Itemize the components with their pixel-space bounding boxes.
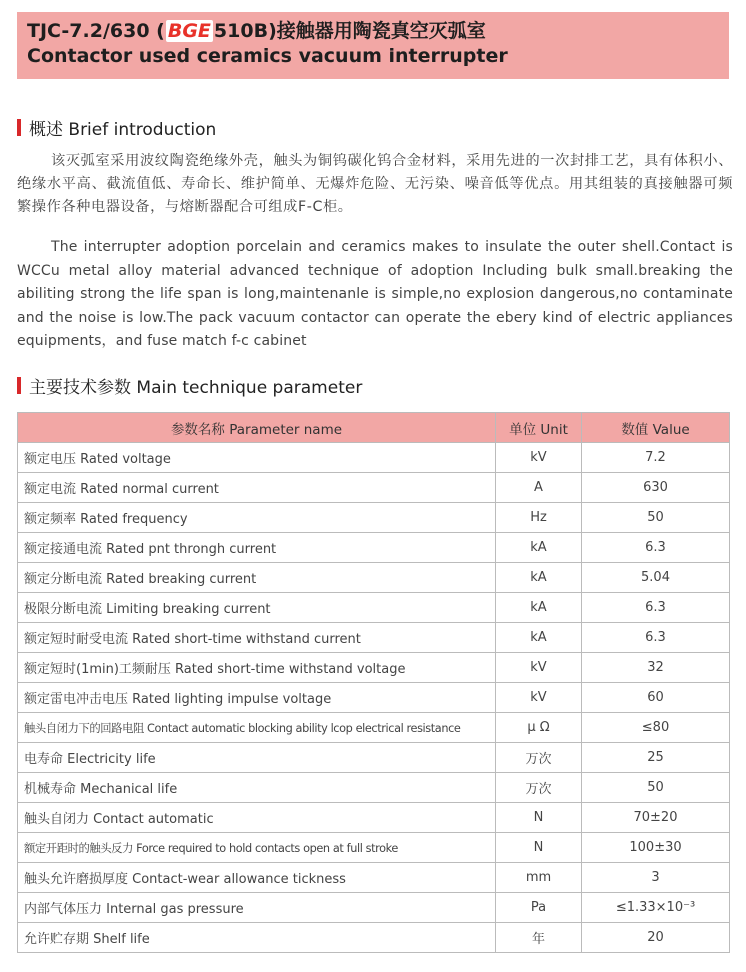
column-header-parameter: 参数名称 Parameter name (18, 413, 496, 443)
param-unit-cell: kA (496, 623, 582, 653)
table-row (18, 833, 730, 863)
page-title (27, 18, 729, 44)
column-header-value: 数值 Value (582, 413, 730, 443)
param-unit-cell: kA (496, 533, 582, 563)
param-unit-cell: mm (496, 863, 582, 893)
table-row (18, 503, 730, 533)
param-name-cell: 额定雷电冲击电压 Rated lighting impulse voltage (18, 683, 496, 713)
section-marker-icon (17, 119, 21, 136)
parameter-table (17, 412, 730, 953)
table-body (18, 443, 730, 953)
param-name-cell: 触头自闭力 Contact automatic (18, 803, 496, 833)
intro-heading-text: 概述 Brief introduction (29, 120, 217, 140)
param-value-cell: ≤1.33×10⁻³ (582, 893, 730, 923)
param-value-cell: 7.2 (582, 443, 730, 473)
param-value-cell: 70±20 (582, 803, 730, 833)
param-unit-cell: N (496, 803, 582, 833)
param-unit-cell: A (496, 473, 582, 503)
param-value-cell: 50 (582, 773, 730, 803)
param-value-cell: 5.04 (582, 563, 730, 593)
param-name-cell: 额定接通电流 Rated pnt throngh current (18, 533, 496, 563)
param-name-cell: 额定分断电流 Rated breaking current (18, 563, 496, 593)
table-row (18, 533, 730, 563)
param-name-cell: 额定短时耐受电流 Rated short-time withstand current (18, 623, 496, 653)
param-name-cell: 电寿命 Electricity life (18, 743, 496, 773)
table-row (18, 773, 730, 803)
param-unit-cell: kV (496, 683, 582, 713)
param-value-cell: 100±30 (582, 833, 730, 863)
param-value-cell: ≤80 (582, 713, 730, 743)
intro-english-paragraph: The interrupter adoption porcelain and ceramics makes to insulate the outer shell.Contact is WCCu metal alloy material advanced technique of adoption Including bulk small.breaking the abiliting strong the life span is long,maintenanle is simple,no explosion dangerous,no contaminate and the noise is low.The pack vacuum contactor can operate the ebery kind of electric appliances equipments，and fuse match f-c cabinet (17, 239, 733, 349)
param-name-cell: 额定电压 Rated voltage (18, 443, 496, 473)
param-unit-cell: N (496, 833, 582, 863)
table-row (18, 623, 730, 653)
param-value-cell: 6.3 (582, 533, 730, 563)
param-name-cell: 极限分断电流 Limiting breaking current (18, 593, 496, 623)
table-row (18, 443, 730, 473)
param-unit-cell: kV (496, 653, 582, 683)
title-banner (17, 12, 729, 79)
param-name-cell: 触头允许磨损厚度 Contact-wear allowance tickness (18, 863, 496, 893)
title-prefix: TJC-7.2/630 ( (27, 20, 165, 42)
intro-heading (17, 115, 216, 140)
param-value-cell: 25 (582, 743, 730, 773)
params-heading-text: 主要技术参数 Main technique parameter (29, 378, 363, 398)
table-row (18, 563, 730, 593)
param-value-cell: 60 (582, 683, 730, 713)
param-name-cell: 触头自闭力下的回路电阻 Contact automatic blocking ability lcop electrical resistance (18, 713, 496, 743)
column-header-unit: 单位 Unit (496, 413, 582, 443)
table-row (18, 593, 730, 623)
param-value-cell: 6.3 (582, 623, 730, 653)
param-name-cell: 额定开距时的触头反力 Force required to hold contacts open at full stroke (18, 833, 496, 863)
param-value-cell: 3 (582, 863, 730, 893)
param-unit-cell: Pa (496, 893, 582, 923)
table-header-row (18, 413, 730, 443)
param-name-cell: 额定频率 Rated frequency (18, 503, 496, 533)
table-row (18, 923, 730, 953)
param-value-cell: 630 (582, 473, 730, 503)
param-unit-cell: 年 (496, 923, 582, 953)
param-unit-cell: kA (496, 593, 582, 623)
param-unit-cell: 万次 (496, 743, 582, 773)
param-value-cell: 6.3 (582, 593, 730, 623)
table-row (18, 863, 730, 893)
param-value-cell: 20 (582, 923, 730, 953)
intro-chinese-paragraph: 该灭弧室采用波纹陶瓷绝缘外壳，触头为铜钨碳化钨合金材料，采用先进的一次封排工艺，具有体积小、绝缘水平高、截流值低、寿命长、维护简单、无爆炸危险、无污染、噪音低等优点。用其组装的真接触器可频繁操作各种电器设备，与熔断器配合可组成F-C柜。 (17, 153, 733, 215)
page-subtitle: Contactor used ceramics vacuum interrupter (27, 45, 508, 67)
param-unit-cell: kV (496, 443, 582, 473)
param-name-cell: 额定短时(1min)工频耐压 Rated short-time withstand voltage (18, 653, 496, 683)
param-name-cell: 额定电流 Rated normal current (18, 473, 496, 503)
param-unit-cell: 万次 (496, 773, 582, 803)
params-heading (17, 373, 362, 398)
table-row (18, 893, 730, 923)
title-suffix: 510B)接触器用陶瓷真空灭弧室 (213, 20, 486, 42)
table-row (18, 713, 730, 743)
table-row (18, 803, 730, 833)
param-name-cell: 允许贮存期 Shelf life (18, 923, 496, 953)
param-name-cell: 内部气体压力 Internal gas pressure (18, 893, 496, 923)
param-value-cell: 50 (582, 503, 730, 533)
param-unit-cell: kA (496, 563, 582, 593)
table-row (18, 743, 730, 773)
brand-logo: BGE (167, 20, 211, 42)
table-row (18, 683, 730, 713)
table-row (18, 473, 730, 503)
section-marker-icon (17, 377, 21, 394)
table-row (18, 653, 730, 683)
param-unit-cell: μ Ω (496, 713, 582, 743)
param-unit-cell: Hz (496, 503, 582, 533)
param-value-cell: 32 (582, 653, 730, 683)
param-name-cell: 机械寿命 Mechanical life (18, 773, 496, 803)
